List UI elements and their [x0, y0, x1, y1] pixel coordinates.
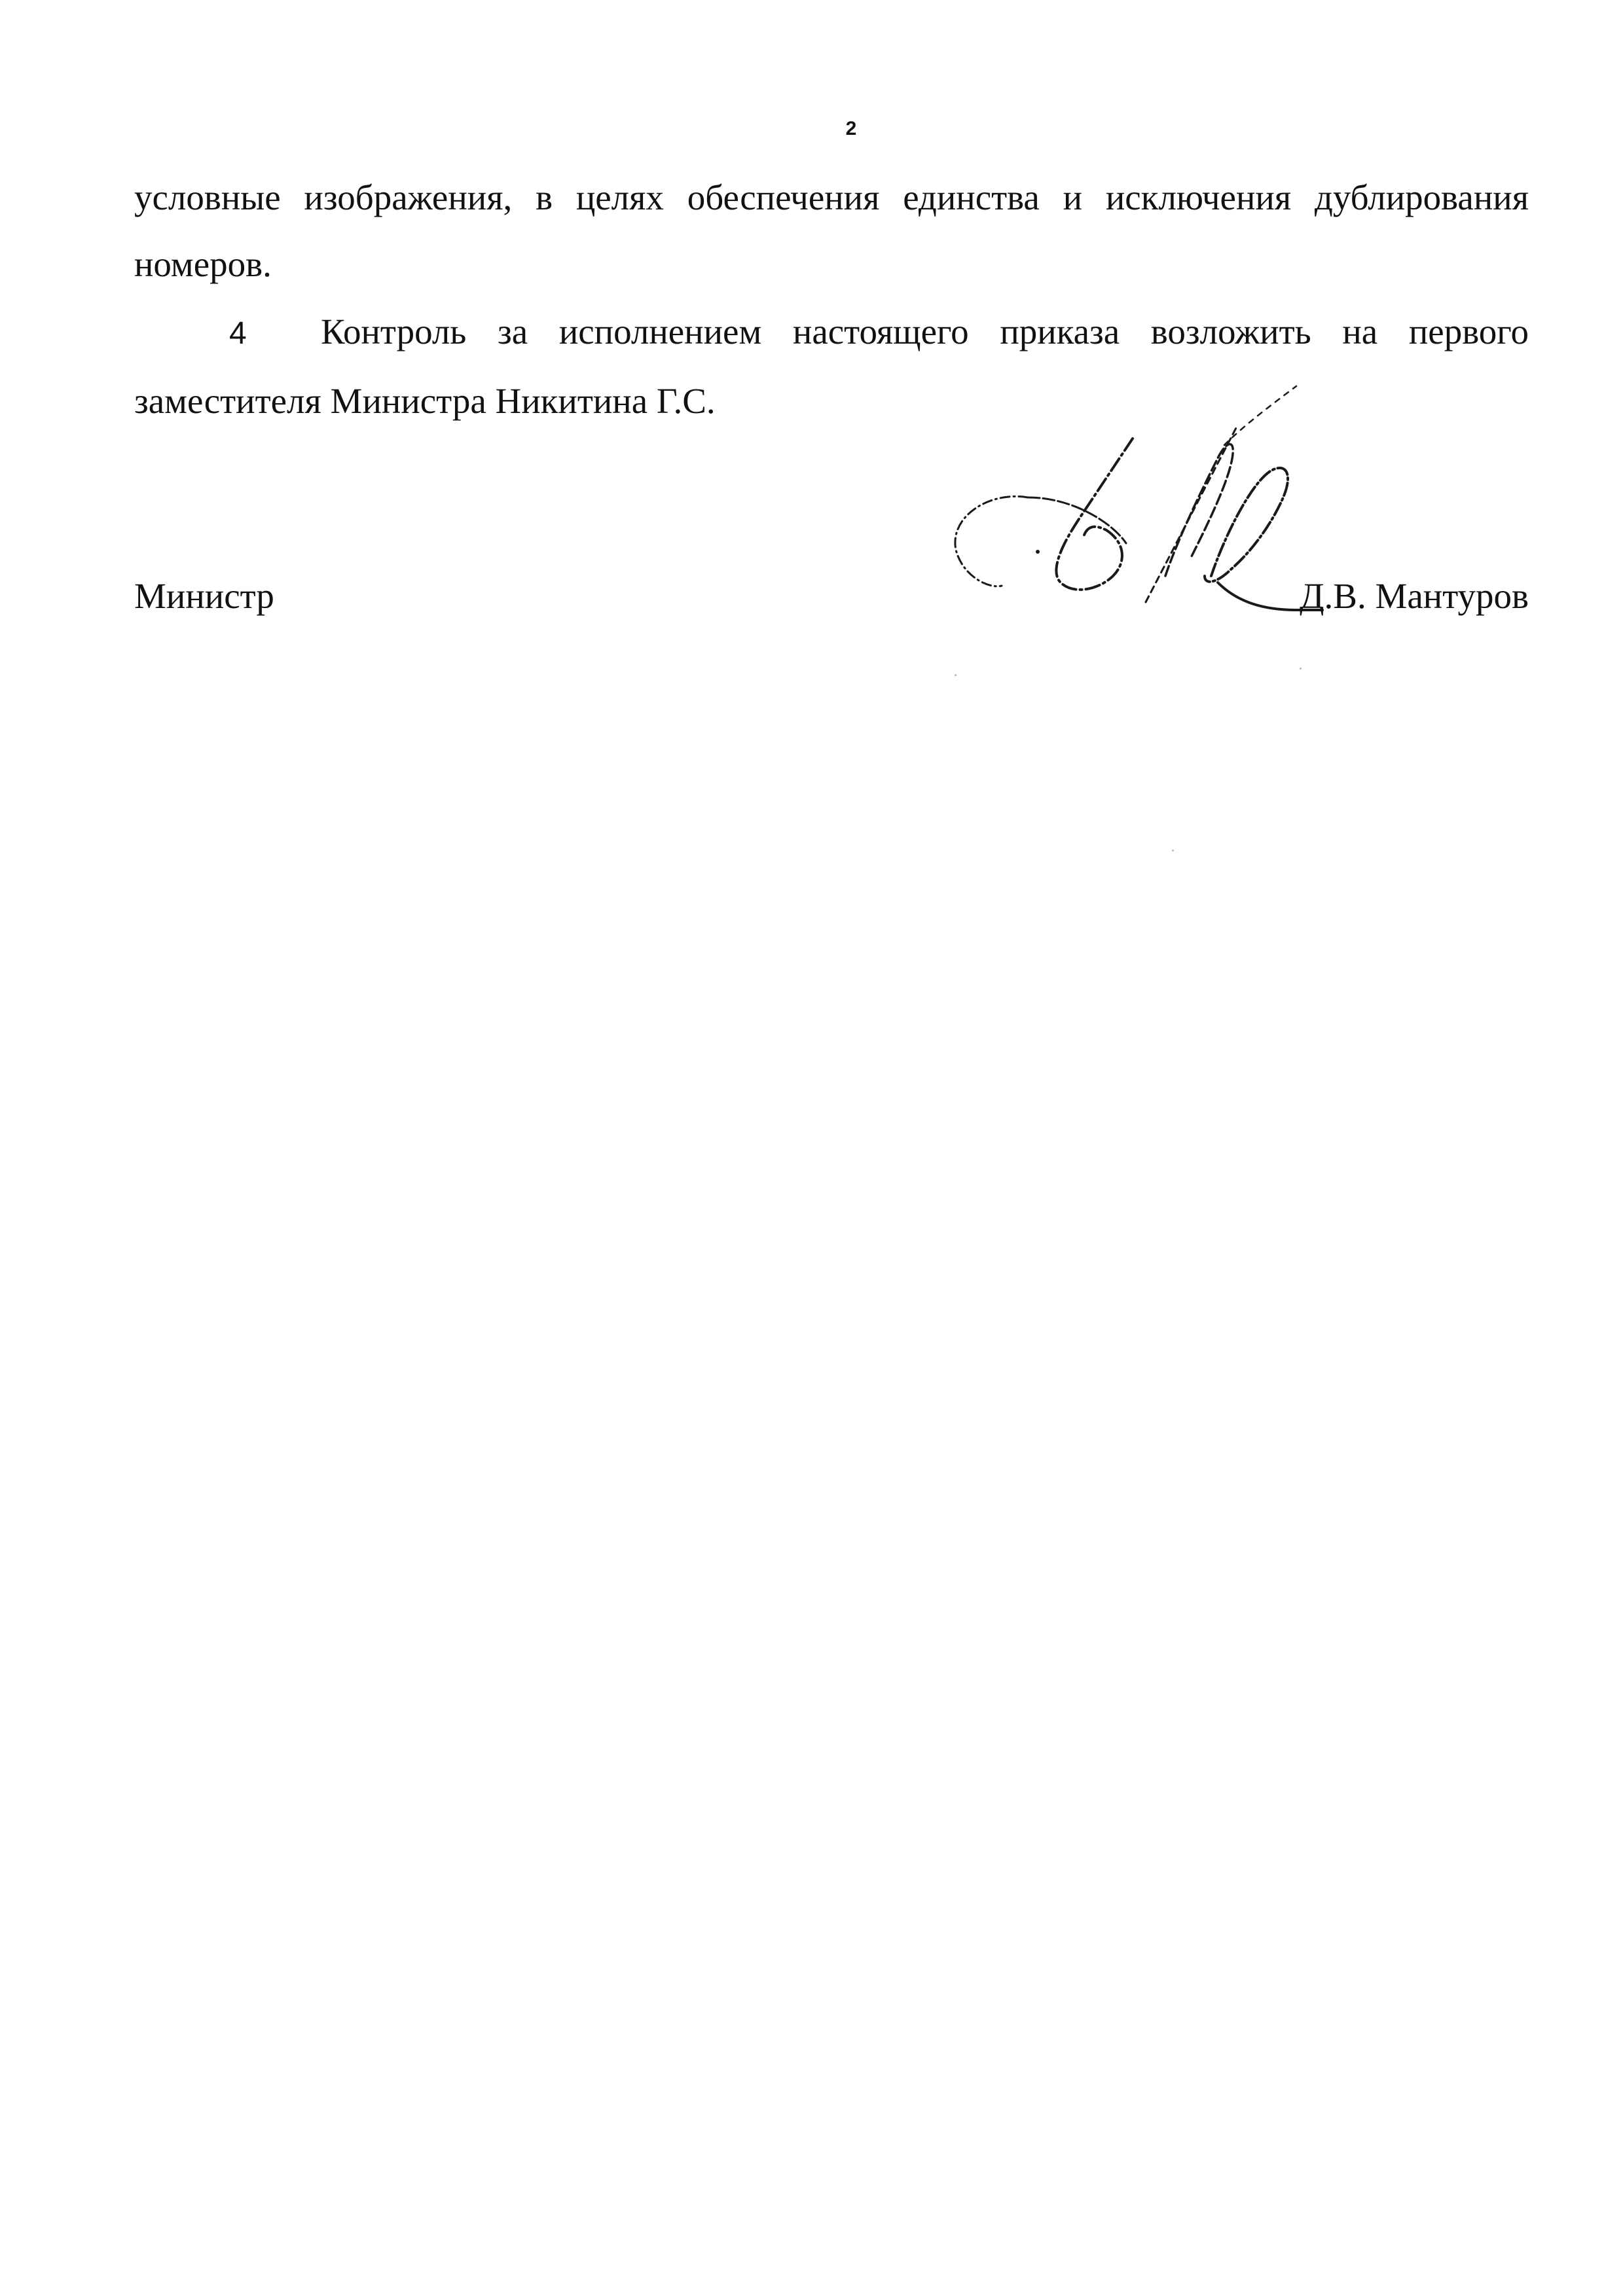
- item-4-line-1: Контроль за исполнением настоящего приказа возложить на первого: [321, 312, 1529, 351]
- paragraph-continued-line-2: номеров.: [134, 244, 272, 284]
- signatory-name: Д.В. Мантуров: [1300, 576, 1529, 616]
- scan-speck: [955, 674, 957, 676]
- item-number: 4: [229, 316, 247, 351]
- page-number: 2: [845, 118, 857, 139]
- handwritten-signature: [930, 367, 1336, 615]
- paragraph-continued-line-1: условные изображения, в целях обеспечения единства и исключения дублирования: [134, 177, 1529, 217]
- scan-speck: [1300, 668, 1302, 670]
- scan-speck: [1172, 850, 1174, 852]
- signatory-position: Министр: [134, 576, 274, 616]
- item-4-line-2: заместителя Министра Никитина Г.С.: [134, 381, 716, 421]
